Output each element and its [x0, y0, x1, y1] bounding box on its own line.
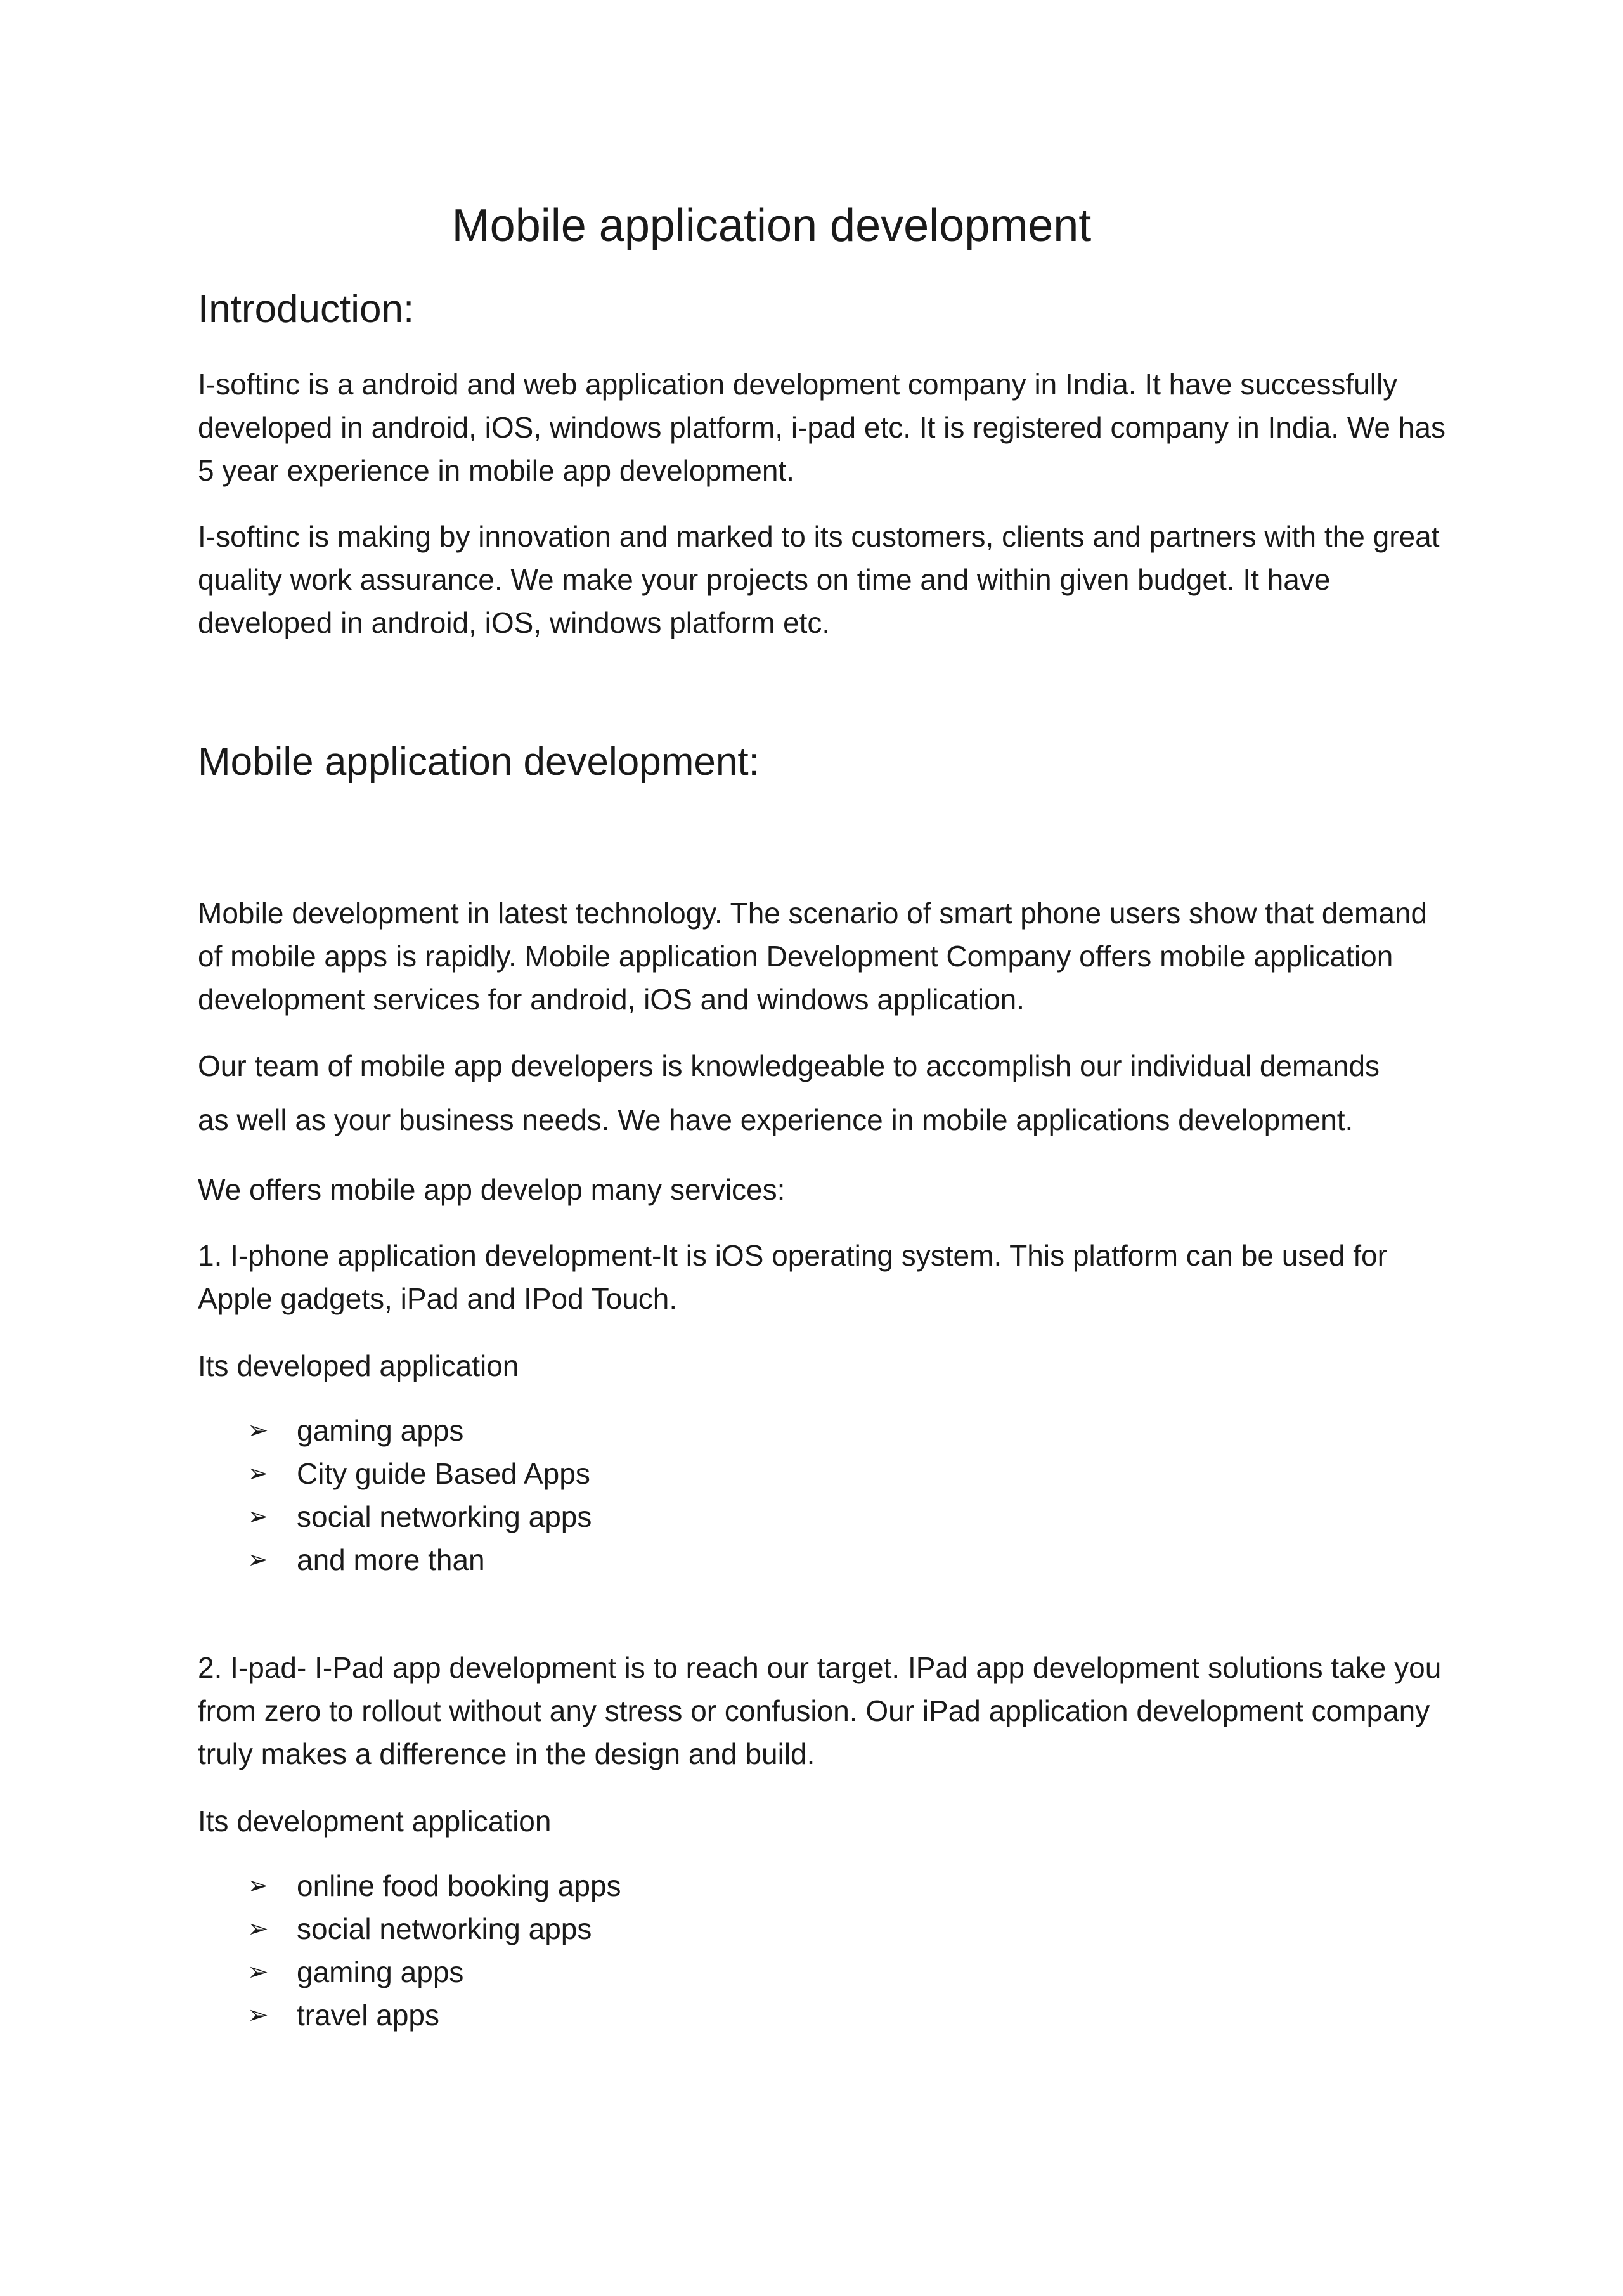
list-item: ➢ City guide Based Apps	[247, 1452, 592, 1495]
document-title: Mobile application development	[451, 200, 1092, 251]
arrow-bullet-icon: ➢	[247, 1915, 269, 1943]
section-paragraph-1: Mobile development in latest technology. The scenario of smart phone users show that demand of mobile apps is rapidly. Mobile application Development Company offers mobile application development services for android, iOS and windows application.	[198, 897, 1428, 1016]
arrow-bullet-icon: ➢	[247, 1417, 269, 1444]
ipad-app-list	[247, 1864, 621, 2037]
introduction-heading: Introduction:	[198, 287, 415, 331]
arrow-bullet-icon: ➢	[247, 1872, 269, 1900]
iphone-list-intro: Its developed application	[198, 1349, 519, 1382]
section-paragraph-2-line-2: as well as your business needs. We have experience in mobile applications development.	[198, 1103, 1354, 1136]
ipad-service-item: 2. I-pad- I-Pad app development is to reach our target. IPad app development solutions take you from zero to rollout without any stress or confusion. Our iPad application development company truly makes a difference in the design and build.	[198, 1651, 1442, 1770]
arrow-bullet-icon: ➢	[247, 1460, 269, 1488]
section-paragraph-2-line-1: Our team of mobile app developers is knowledgeable to accomplish our individual demands	[198, 1049, 1380, 1082]
arrow-bullet-icon: ➢	[247, 1503, 269, 1531]
intro-paragraph-1: I-softinc is a android and web application development company in India. It have successfully developed in android, iOS, windows platform, i-pad etc. It is registered company in India. We has 5 year experience in mobile app development.	[198, 368, 1445, 487]
services-intro: We offers mobile app develop many services:	[198, 1173, 786, 1206]
list-item: ➢ and more than	[247, 1538, 592, 1581]
list-item: ➢ gaming apps	[247, 1950, 621, 1994]
iphone-app-list	[247, 1409, 592, 1581]
list-item: ➢ social networking apps	[247, 1495, 592, 1538]
mobile-development-heading: Mobile application development:	[198, 740, 760, 784]
arrow-bullet-icon: ➢	[247, 1546, 269, 1574]
intro-paragraph-2: I-softinc is making by innovation and marked to its customers, clients and partners with the great quality work assurance. We make your projects on time and within given budget. It have developed in android, iOS, windows platform etc.	[198, 520, 1440, 639]
arrow-bullet-icon: ➢	[247, 1958, 269, 1986]
list-item: ➢ online food booking apps	[247, 1864, 621, 1907]
list-item: ➢ social networking apps	[247, 1907, 621, 1950]
ipad-list-intro: Its development application	[198, 1805, 552, 1838]
list-item: ➢ travel apps	[247, 1994, 621, 2037]
iphone-service-item: 1. I-phone application development-It is iOS operating system. This platform can be used for Apple gadgets, iPad and IPod Touch.	[198, 1239, 1387, 1315]
arrow-bullet-icon: ➢	[247, 2001, 269, 2029]
list-item: ➢ gaming apps	[247, 1409, 592, 1452]
